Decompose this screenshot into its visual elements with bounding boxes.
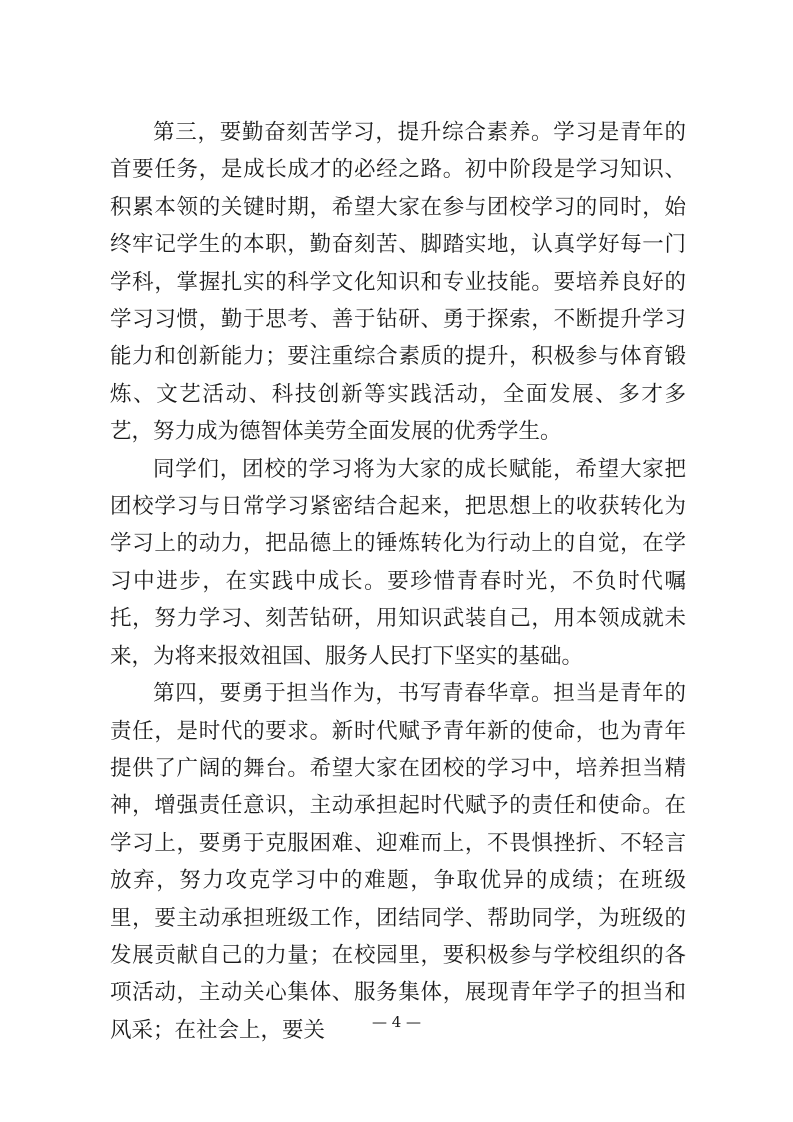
paragraph-third-point: 第三，要勤奋刻苦学习，提升综合素养。学习是青年的首要任务，是成长成才的必经之路。初中阶段是学习知识、积累本领的关键时期，希望大家在参与团校学习的同时，始终牢记学生的本职，勤奋刻苦、脚踏实地，认真学好每一门学科，掌握扎实的科学文化知识和专业技能。要培养良好的学习习惯，勤于思考、善于钻研、勇于探索，不断提升学习能力和创新能力；要注重综合素质的提升，积极参与体育锻炼、文艺活动、科技创新等实践活动，全面发展、多才多艺，努力成为德智体美劳全面发展的优秀学生。 (110, 120, 686, 445)
paragraph-fourth-point: 第四，要勇于担当作为，书写青春华章。担当是青年的责任，是时代的要求。新时代赋予青年新的使命，也为青年提供了广阔的舞台。希望大家在团校的学习中，培养担当精神，增强责任意识，主动承担起时代赋予的责任和使命。在学习上，要勇于克服困难、迎难而上，不畏惧挫折、不轻言放弃，努力攻克学习中的难题，争取优异的成绩；在班级里，要主动承担班级工作，团结同学、帮助同学，为班级的发展贡献自己的力量；在校园里，要积极参与学校组织的各项活动，主动关心集体、服务集体，展现青年学子的担当和风采；在社会上，要关 (110, 681, 686, 1043)
page-number: — 4 — (371, 1013, 422, 1031)
body-text (110, 114, 686, 1049)
paragraph-classmates: 同学们，团校的学习将为大家的成长赋能，希望大家把团校学习与日常学习紧密结合起来，把思想上的收获转化为学习上的动力，把品德上的锤炼转化为行动上的自觉，在学习中进步，在实践中成长。要珍惜青春时光，不负时代嘱托，努力学习、刻苦钻研，用知识武装自己，用本领成就未来，为将来报效祖国、服务人民打下坚实的基础。 (110, 456, 686, 669)
